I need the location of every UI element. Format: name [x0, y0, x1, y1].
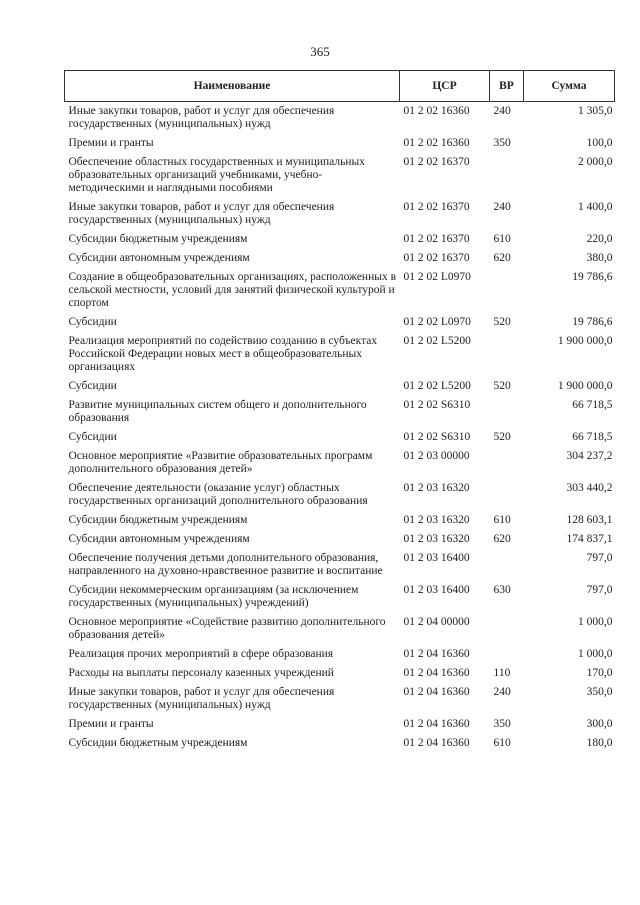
table-row: [65, 581, 615, 613]
row-vr-code: [490, 153, 524, 198]
row-name: Основное мероприятие «Развитие образовательных программ дополнительного образования детей»: [68, 450, 373, 475]
row-sum: 128 603,1: [566, 514, 613, 526]
row-sum: 174 837,1: [566, 533, 613, 545]
row-name: Создание в общеобразовательных организациях, расположенных в сельской местности, условий для занятий физической культурой и спортом: [68, 271, 397, 309]
row-vr-code: 350: [493, 718, 511, 730]
table-row: [65, 715, 615, 734]
row-vr-code: 240: [493, 686, 511, 698]
table-row: [65, 396, 615, 428]
row-name: Субсидии бюджетным учреждениям: [68, 233, 248, 245]
table-row: [65, 447, 615, 479]
row-vr-code: 240: [493, 201, 511, 213]
row-vr-code: 620: [493, 252, 511, 264]
row-vr-code: 110: [493, 667, 511, 679]
table-row: [65, 249, 615, 268]
row-name: Реализация мероприятий по содействию созданию в субъектах Российской Федерации новых мест в общеобразовательных организациях: [68, 335, 378, 373]
row-vr-code: 350: [493, 137, 511, 149]
row-name: Иные закупки товаров, работ и услуг для обеспечения государственных (муниципальных) нужд: [68, 105, 335, 130]
column-header-vr: ВР: [490, 71, 524, 102]
row-name: Иные закупки товаров, работ и услуг для обеспечения государственных (муниципальных) нужд: [68, 686, 335, 711]
table-row: [65, 134, 615, 153]
row-csr-code: 01 2 02 16370: [403, 201, 470, 213]
row-name: Субсидии: [68, 316, 117, 328]
row-name: Обеспечение областных государственных и муниципальных образовательных организаций учебниками, учебно-методическими и наглядными пособиями: [68, 156, 365, 194]
table-row: [65, 479, 615, 511]
table-row: [65, 530, 615, 549]
row-vr-code: [490, 447, 524, 479]
table-row: [65, 734, 615, 753]
row-sum: 100,0: [586, 137, 613, 149]
row-sum: 220,0: [586, 233, 613, 245]
row-name: Субсидии бюджетным учреждениям: [68, 514, 248, 526]
row-csr-code: 01 2 02 L0970: [403, 271, 471, 283]
budget-table: [64, 70, 615, 753]
row-csr-code: 01 2 03 16320: [403, 482, 470, 494]
table-row: [65, 230, 615, 249]
row-vr-code: [490, 479, 524, 511]
row-csr-code: 01 2 02 S6310: [403, 431, 471, 443]
table-row: [65, 645, 615, 664]
row-vr-code: 240: [493, 105, 511, 117]
row-sum: 304 237,2: [566, 450, 613, 462]
row-csr-code: 01 2 03 16320: [403, 533, 470, 545]
row-vr-code: [490, 396, 524, 428]
table-row: [65, 613, 615, 645]
row-name: Иные закупки товаров, работ и услуг для обеспечения государственных (муниципальных) нужд: [68, 201, 335, 226]
column-header-csr: ЦСР: [400, 71, 490, 102]
row-name: Расходы на выплаты персоналу казенных учреждений: [68, 667, 334, 679]
row-sum: 300,0: [586, 718, 613, 730]
row-name: Реализация прочих мероприятий в сфере образования: [68, 648, 334, 660]
row-sum: 797,0: [586, 552, 613, 564]
table-row: [65, 511, 615, 530]
row-csr-code: 01 2 02 S6310: [403, 399, 471, 411]
row-csr-code: 01 2 03 16320: [403, 514, 470, 526]
row-csr-code: 01 2 03 16400: [403, 584, 470, 596]
row-sum: 19 786,6: [572, 316, 613, 328]
row-name: Премии и гранты: [68, 718, 154, 730]
row-sum: 303 440,2: [566, 482, 613, 494]
page-number: 365: [310, 44, 330, 59]
row-sum: 66 718,5: [572, 399, 613, 411]
column-header-sum: Сумма: [524, 71, 615, 102]
row-vr-code: 620: [493, 533, 511, 545]
row-csr-code: 01 2 04 16360: [403, 648, 470, 660]
row-vr-code: 610: [493, 233, 511, 245]
row-csr-code: 01 2 03 16400: [403, 552, 470, 564]
table-row: [65, 683, 615, 715]
row-name: Субсидии: [68, 380, 117, 392]
row-csr-code: 01 2 04 16360: [403, 718, 470, 730]
table-row: [65, 153, 615, 198]
row-sum: 350,0: [586, 686, 613, 698]
row-csr-code: 01 2 02 16360: [403, 105, 470, 117]
table-body: [65, 102, 615, 754]
table-row: [65, 549, 615, 581]
row-sum: 19 786,6: [572, 271, 613, 283]
row-sum: 1 000,0: [578, 648, 613, 660]
row-vr-code: 520: [493, 380, 511, 392]
row-csr-code: 01 2 04 16360: [403, 737, 470, 749]
row-vr-code: 610: [493, 514, 511, 526]
row-name: Субсидии: [68, 431, 117, 443]
row-sum: 1 900 000,0: [557, 335, 613, 347]
table-row: [65, 102, 615, 135]
row-sum: 1 000,0: [578, 616, 613, 628]
row-sum: 66 718,5: [572, 431, 613, 443]
row-vr-code: 520: [493, 431, 511, 443]
table-row: [65, 268, 615, 313]
table-row: [65, 198, 615, 230]
row-sum: 1 305,0: [578, 105, 613, 117]
table-row: [65, 313, 615, 332]
row-csr-code: 01 2 02 16370: [403, 156, 470, 168]
row-csr-code: 01 2 04 16360: [403, 667, 470, 679]
row-name: Развитие муниципальных систем общего и дополнительного образования: [68, 399, 367, 424]
row-name: Обеспечение получения детьми дополнительного образования, направленного на духовно-нравственное развитие и воспитание: [68, 552, 383, 577]
row-csr-code: 01 2 03 00000: [403, 450, 470, 462]
row-csr-code: 01 2 02 L5200: [403, 380, 471, 392]
row-csr-code: 01 2 02 L0970: [403, 316, 471, 328]
table-row: [65, 664, 615, 683]
row-name: Основное мероприятие «Содействие развитию дополнительного образования детей»: [68, 616, 386, 641]
row-csr-code: 01 2 02 16370: [403, 233, 470, 245]
row-sum: 797,0: [586, 584, 613, 596]
row-csr-code: 01 2 04 16360: [403, 686, 470, 698]
row-vr-code: [490, 332, 524, 377]
row-sum: 380,0: [586, 252, 613, 264]
row-sum: 170,0: [586, 667, 613, 679]
row-vr-code: 610: [493, 737, 511, 749]
row-csr-code: 01 2 02 L5200: [403, 335, 471, 347]
row-name: Субсидии автономным учреждениям: [68, 252, 250, 264]
row-name: Субсидии бюджетным учреждениям: [68, 737, 248, 749]
row-vr-code: [490, 268, 524, 313]
row-name: Субсидии некоммерческим организациям (за исключением государственных (муниципальных) учреждений): [68, 584, 359, 609]
row-vr-code: [490, 613, 524, 645]
row-vr-code: [490, 549, 524, 581]
row-sum: 1 900 000,0: [557, 380, 613, 392]
column-header-name: Наименование: [65, 71, 400, 102]
table-row: [65, 428, 615, 447]
row-csr-code: 01 2 04 00000: [403, 616, 470, 628]
row-sum: 1 400,0: [578, 201, 613, 213]
row-vr-code: 520: [493, 316, 511, 328]
row-sum: 180,0: [586, 737, 613, 749]
row-name: Обеспечение деятельности (оказание услуг) областных государственных организаций дополнительного образования: [68, 482, 368, 507]
row-csr-code: 01 2 02 16360: [403, 137, 470, 149]
row-sum: 2 000,0: [578, 156, 613, 168]
row-vr-code: [490, 645, 524, 664]
row-name: Субсидии автономным учреждениям: [68, 533, 250, 545]
row-vr-code: 630: [493, 584, 511, 596]
table-header-row: [65, 71, 615, 102]
row-csr-code: 01 2 02 16370: [403, 252, 470, 264]
row-name: Премии и гранты: [68, 137, 154, 149]
table-row: [65, 377, 615, 396]
table-row: [65, 332, 615, 377]
